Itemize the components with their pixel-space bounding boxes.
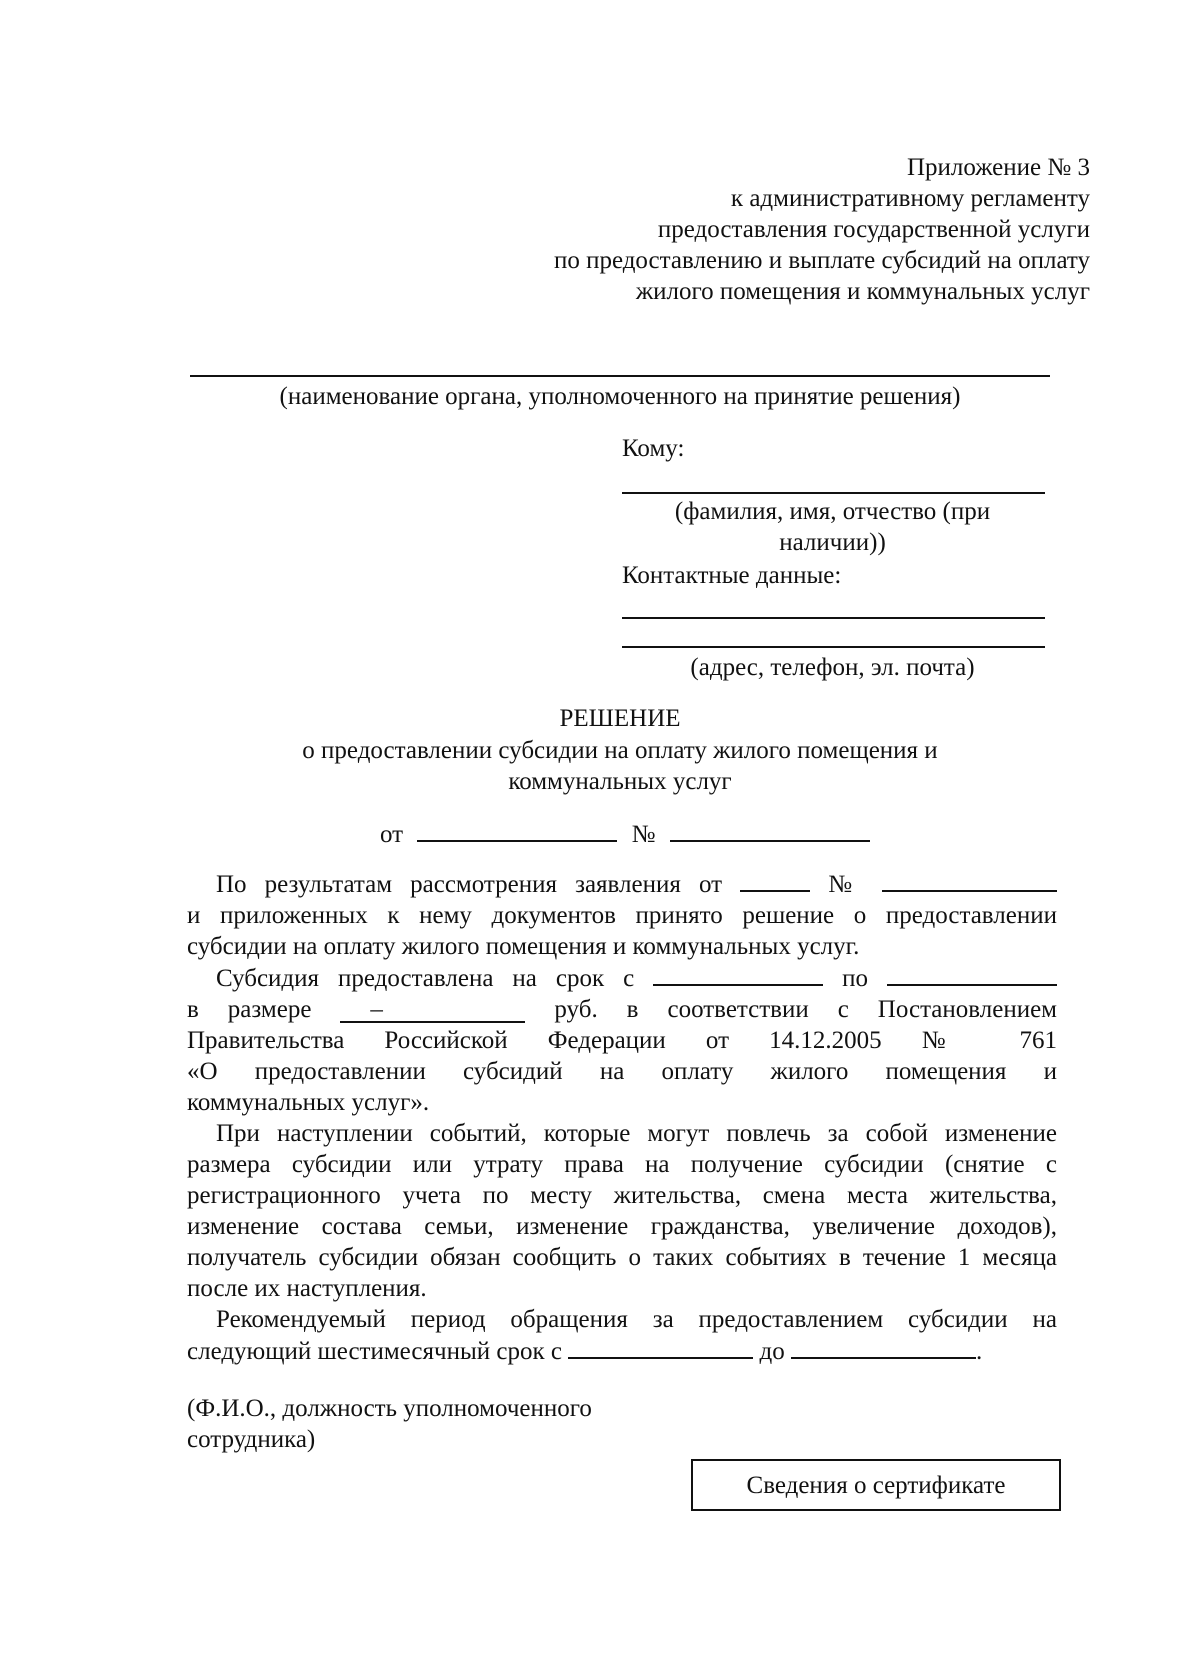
decision-number-label: № [631,821,656,848]
decision-from-label: от [380,821,404,848]
signature-caption-2: сотрудника) [187,1426,316,1453]
appendix-line-5: жилого помещения и коммунальных услуг [635,278,1090,305]
decision-date-blank [417,818,617,842]
decision-subtitle [200,735,1040,797]
recipient-name-caption-1: (фамилия, имя, отчество (при [674,498,991,525]
amount-blank: – [340,999,525,1023]
decision-subtitle-1: о предоставлении субсидии на оплату жилого помещения и [302,737,938,764]
decision-number-blank [670,818,870,842]
recipient-contacts-line-1 [622,617,1045,619]
recipient-contacts-label: Контактные данные: [622,562,842,589]
recipient-to-label: Кому: [622,435,685,462]
recipient-name-line [622,492,1045,494]
decision-date-number [380,818,870,850]
body-p2-line3: Правительства Российской Федерации от 14.12.2005 № 761 [187,1027,1057,1054]
next-period-end-blank [791,1335,976,1359]
period-end-blank [887,962,1057,986]
body-p2-line5: коммунальных услуг». [187,1089,430,1116]
signature-caption-1: (Ф.И.О., должность уполномоченного [187,1395,592,1422]
body-p2-line2: в размере – руб. в соответствии с Постановлением [187,996,1057,1023]
application-date-blank [740,868,810,892]
body-p4-line2: следующий шестимесячный срок с до . [187,1335,1057,1367]
period-start-blank [653,962,823,986]
recipient-contacts-line-2 [622,646,1045,648]
recipient-name-caption [640,496,1025,558]
authority-name-line [190,375,1050,377]
decision-subtitle-2: коммунальных услуг [508,768,732,795]
decision-title: РЕШЕНИЕ [559,705,681,732]
next-period-start-blank [568,1335,753,1359]
body-p1-line2: и приложенных к нему документов принято решение о предоставлении [187,902,1057,929]
certificate-info-box [691,1459,1061,1511]
recipient-contacts-caption: (адрес, телефон, эл. почта) [690,654,975,681]
body-p2-line4: «О предоставлении субсидий на оплату жилого помещения и [187,1058,1057,1085]
body-p2-line1: Субсидия предоставлена на срок с по [187,962,1057,994]
authority-caption: (наименование органа, уполномоченного на принятие решения) [279,383,961,410]
body-p1-line3: субсидии на оплату жилого помещения и коммунальных услуг. [187,933,860,960]
body-p1-line1: По результатам рассмотрения заявления от № [187,868,1057,900]
recipient-name-caption-2: наличии)) [779,529,886,556]
appendix-line-2: к административному регламенту [730,185,1090,212]
certificate-info-label: Сведения о сертификате [746,1471,1006,1499]
body-p3: При наступлении событий, которые могут повлечь за собой изменение размера субсидии или утрату права на получение субсидии (снятие с регистрационного учета по месту жительства, смена места жительства, изменение состава семьи, изменение гражданства, увеличение доходов), получатель субсидии обязан сообщить о таких событиях в течение 1 месяца после их наступления. [187,1120,1057,1302]
signature-caption [187,1393,707,1455]
document-body [187,868,1057,1367]
appendix-line-3: предоставления государственной услуги [657,216,1090,243]
body-p4-line1: Рекомендуемый период обращения за предоставлением субсидии на [216,1306,1057,1333]
application-number-blank [882,868,1057,892]
appendix-line-4: по предоставлению и выплате субсидий на оплату [553,247,1090,274]
appendix-header [400,152,1090,307]
appendix-number: Приложение № 3 [906,154,1090,181]
